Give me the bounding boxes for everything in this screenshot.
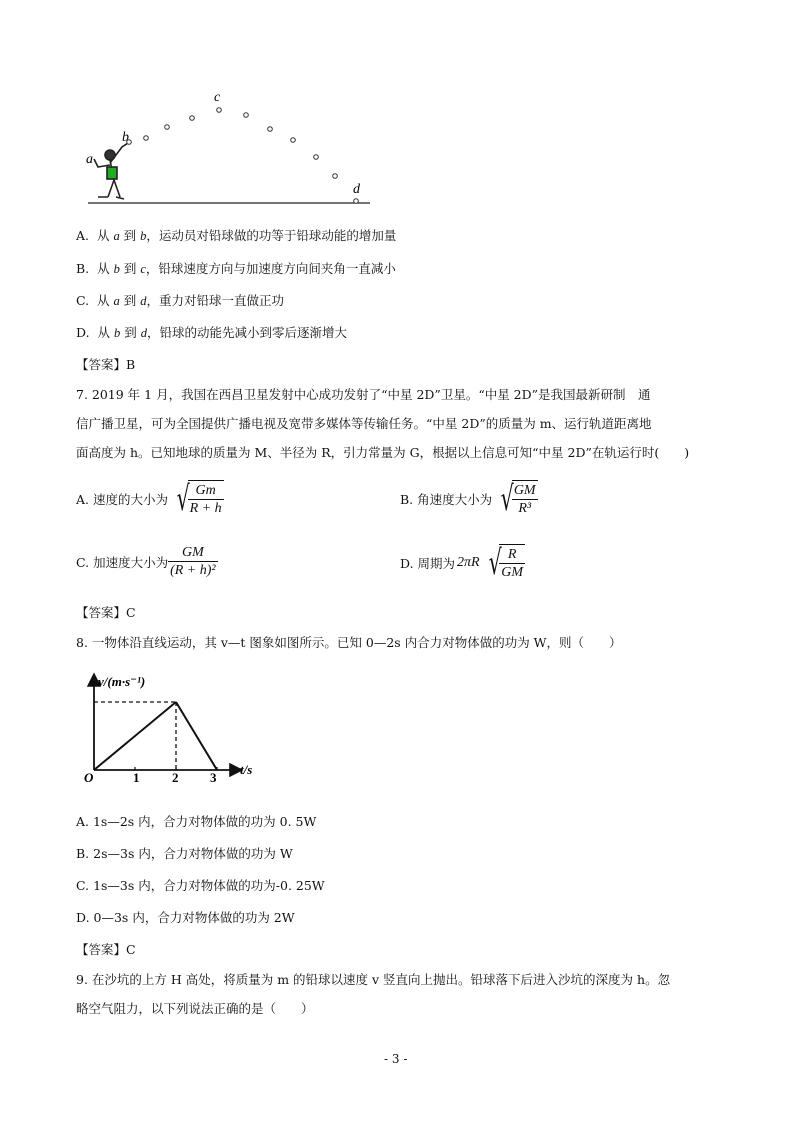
label-c: c: [214, 90, 221, 105]
q7-option-a: A. 速度的大小为 √ $\frac{Gm}{R + h}$: [76, 479, 222, 519]
x-tick-1: 1: [133, 770, 140, 784]
x-axis-label: t/s: [240, 762, 253, 777]
q6-answer: 【答案】B: [76, 357, 136, 372]
velocity-segment: [176, 702, 217, 770]
q7-option-c: C. 加速度大小为 $\frac{GM}{\text{(R + h)²}}$: [76, 545, 216, 578]
vt-graph: [82, 672, 272, 784]
q6-option-c: C. 从 a 到 d，重力对铅球一直做正功: [76, 293, 284, 308]
page-number: - 3 -: [384, 1052, 408, 1066]
label-b: b: [122, 130, 129, 145]
athlete-figure: [94, 143, 128, 199]
x-tick-2: 2: [172, 770, 179, 784]
trajectory-point: [165, 125, 170, 130]
q7-stem-line-3: 面高度为 h。已知地球的质量为 M、半径为 R，引力常量为 G，根据以上信息可知“中星 2D”在轨运行时( ): [76, 445, 690, 460]
q7-option-d: D. 周期为 2πR √ $\frac{R}{GM}$: [400, 543, 524, 583]
trajectory-point: [144, 136, 149, 141]
q8-stem: 8. 一物体沿直线运动，其 v—t 图象如图所示。已知 0—2s 内合力对物体做的功为 W，则（ ）: [76, 635, 622, 650]
q8-option-d: D. 0—3s 内，合力对物体做的功为 2W: [76, 910, 295, 925]
shot-point-c: [217, 108, 222, 113]
trajectory-point: [190, 116, 195, 121]
q6-option-b: B. 从 b 到 c，铅球速度方向与加速度方向间夹角一直减小: [76, 261, 396, 276]
origin-label: O: [84, 770, 94, 784]
trajectory-point: [244, 113, 249, 118]
q6-option-d: D. 从 b 到 d，铅球的动能先减小到零后逐渐增大: [76, 325, 347, 340]
label-a: a: [86, 152, 93, 167]
q7-answer: 【答案】C: [76, 605, 136, 620]
q7-stem-line-2: 信广播卫星，可为全国提供广播电视及宽带多媒体等传输任务。“中星 2D”的质量为 m、运行轨道距离地: [76, 416, 652, 431]
trajectory-point: [314, 155, 319, 160]
shot-point-d: [354, 199, 359, 204]
q6-option-a: A. 从 a 到 b，运动员对铅球做的功等于铅球动能的增加量: [76, 228, 397, 243]
label-d: d: [353, 182, 360, 197]
q9-stem-line-2: 略空气阻力，以下列说法正确的是（ ）: [76, 1001, 314, 1016]
x-tick-3: 3: [210, 770, 217, 784]
q8-answer: 【答案】C: [76, 942, 136, 957]
q9-stem-line-1: 9. 在沙坑的上方 H 高处，将质量为 m 的铅球以速度 v 竖直向上抛出。铅球落下后进入沙坑的深度为 h。忽: [76, 972, 671, 987]
trajectory-points: [127, 108, 359, 204]
q8-option-a: A. 1s—2s 内，合力对物体做的功为 0. 5W: [76, 814, 317, 829]
q7-option-b: B. 角速度大小为 √ $\frac{GM}{\text{R³}}$: [400, 479, 536, 519]
trajectory-point: [291, 138, 296, 143]
velocity-segment: [94, 702, 176, 770]
y-axis-label: v/(m·s⁻¹): [98, 674, 146, 689]
q8-option-b: B. 2s—3s 内，合力对物体做的功为 W: [76, 846, 293, 861]
trajectory-point: [268, 127, 273, 132]
shotput-figure: [80, 85, 380, 210]
trajectory-point: [333, 174, 338, 179]
q8-option-c: C. 1s—3s 内，合力对物体做的功为-0. 25W: [76, 878, 325, 893]
q7-stem-line-1: 7. 2019 年 1 月，我国在西昌卫星发射中心成功发射了“中星 2D”卫星。“中星 2D”是我国最新研制 通: [76, 387, 651, 402]
